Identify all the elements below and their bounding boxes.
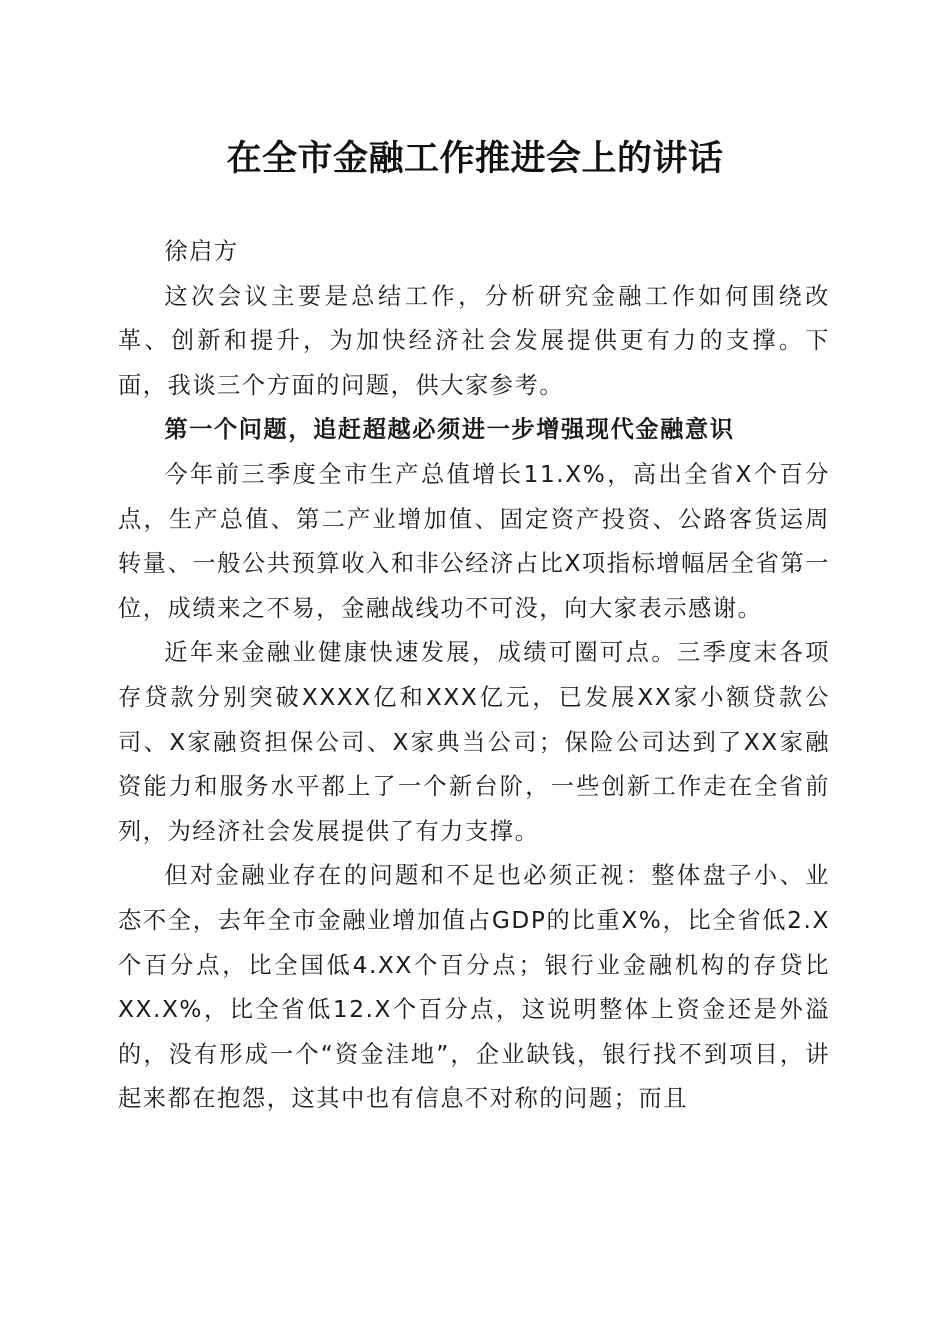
section-heading-1: 第一个问题，追赶超越必须进一步增强现代金融意识: [164, 416, 735, 444]
document-body: [118, 230, 830, 1122]
paragraph: 今年前三季度全市生产总值增长11.X%，高出全省X个百分点，生产总值、第二产业增加值、固定资产投资、公路客货运周转量、一般公共预算收入和非公经济占比X项指标增幅居全省第一位，成绩来之不易，金融战线功不可没，向大家表示感谢。: [118, 460, 830, 622]
document-title: 在全市金融工作推进会上的讲话: [226, 138, 724, 179]
paragraph: 近年来金融业健康快速发展，成绩可圈可点。三季度末各项存贷款分别突破XXXX亿和XXX亿元，已发展XX家小额贷款公司、X家融资担保公司、X家典当公司；保险公司达到了XX家融资能力和服务水平都上了一个新台阶，一些创新工作走在全省前列，为经济社会发展提供了有力支撑。: [118, 639, 830, 845]
author-name: 徐启方: [164, 238, 239, 265]
paragraph-intro: 这次会议主要是总结工作，分析研究金融工作如何围绕改革、创新和提升，为加快经济社会发展提供更有力的支撑。下面，我谈三个方面的问题，供大家参考。: [118, 282, 830, 399]
paragraph: 但对金融业存在的问题和不足也必须正视：整体盘子小、业态不全，去年全市金融业增加值占GDP的比重X%，比全省低2.X个百分点，比全国低4.XX个百分点；银行业金融机构的存贷比XX.X%，比全省低12.X个百分点，这说明整体上资金还是外溢的，没有形成一个“资金洼地”，企业缺钱，银行找不到项目，讲起来都在抱怨，这其中也有信息不对称的问题；而且: [118, 862, 830, 1113]
